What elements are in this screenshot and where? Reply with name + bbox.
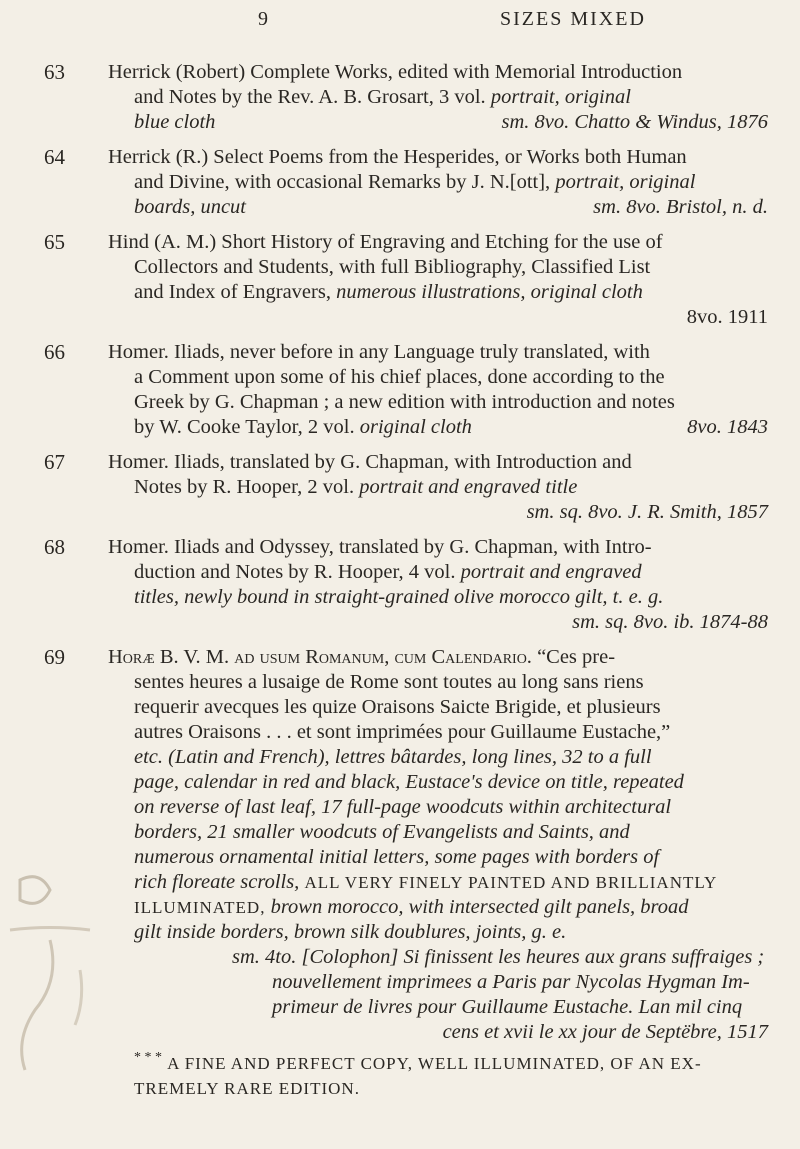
entry-line: Collectors and Students, with full Bibliography, Classified List xyxy=(134,256,651,278)
catalogue-entry-64 xyxy=(0,145,800,220)
entry-line: titles, newly bound in straight-grained olive morocco gilt, t. e. g. xyxy=(134,586,664,608)
lot-number: 69 xyxy=(44,645,65,669)
catalogue-entry-63 xyxy=(0,60,800,135)
entry-line xyxy=(108,945,768,970)
entry-imprint: sm. sq. 8vo. ib. 1874-88 xyxy=(572,611,768,633)
asterism-icon: * * * xyxy=(134,1050,162,1065)
entry-imprint: 8vo. 1911 xyxy=(686,306,768,328)
lot-number: 68 xyxy=(44,535,65,559)
entry-line: nouvellement imprimees a Paris par Nycolas Hygman Im- xyxy=(272,971,750,993)
page-header xyxy=(0,8,800,38)
entry-line: cens et xvii le xx jour de Septëbre, 1517 xyxy=(442,1021,768,1043)
entry-text-italic: portrait and engraved xyxy=(460,561,642,583)
entry-imprint: sm. 8vo. Bristol, n. d. xyxy=(593,196,768,218)
entry-line: borders, 21 smaller woodcuts of Evangelists and Saints, and xyxy=(134,821,630,843)
entry-text-span: by W. Cooke Taylor, 2 vol. xyxy=(134,416,355,438)
catalogue-entry-67 xyxy=(0,450,800,525)
entry-line xyxy=(108,110,768,135)
entry-heading: Horæ B. V. M. ad usum Romanum, cum Calendario. xyxy=(108,646,532,668)
lot-number: 63 xyxy=(44,60,65,84)
entry-imprint: sm. sq. 8vo. J. R. Smith, 1857 xyxy=(526,501,768,523)
entry-text-span: Notes by R. Hooper, 2 vol. xyxy=(134,476,355,498)
entry-line: on reverse of last leaf, 17 full-page woodcuts within architectural xyxy=(134,796,672,818)
entry-caps: A FINE AND PERFECT COPY, WELL ILLUMINATED, OF AN EX- xyxy=(167,1053,702,1073)
entry-colophon: Si finissent les heures aux grans suffraiges ; xyxy=(403,946,765,968)
entry-line xyxy=(108,560,768,585)
entry-text-italic: rich floreate scrolls, xyxy=(134,871,300,893)
entry-line xyxy=(108,895,768,920)
entry-text-italic: brown morocco, with intersected gilt panels, broad xyxy=(270,896,689,918)
lot-number: 64 xyxy=(44,145,65,169)
entry-caps: ILLUMINATED, xyxy=(134,898,266,917)
entry-text-italic: portrait, original xyxy=(490,86,631,108)
entry-line xyxy=(108,415,768,440)
entry-text xyxy=(108,145,768,220)
entry-text-italic: numerous illustrations, original cloth xyxy=(336,281,643,303)
entry-text xyxy=(108,60,768,135)
entry-line: Homer. Iliads and Odyssey, translated by G. Chapman, with Intro- xyxy=(108,536,652,558)
entry-text-italic: boards, uncut xyxy=(134,196,246,218)
entry-line xyxy=(108,645,768,670)
catalogue-entry-68 xyxy=(0,535,800,635)
catalogue-entry-69 xyxy=(0,645,800,1101)
entry-text xyxy=(108,535,768,635)
entry-line xyxy=(108,170,768,195)
entry-line xyxy=(108,195,768,220)
entry-line: a Comment upon some of his chief places, done according to the xyxy=(134,366,665,388)
entry-line xyxy=(108,870,768,895)
entry-caps: ALL VERY FINELY PAINTED AND BRILLIANTLY xyxy=(304,873,718,892)
entry-line xyxy=(108,1045,768,1076)
entry-text-italic: original cloth xyxy=(359,416,472,438)
entry-text-span: duction and Notes by R. Hooper, 4 vol. xyxy=(134,561,456,583)
entry-text-italic: portrait, original xyxy=(555,171,696,193)
running-head: SIZES MIXED xyxy=(500,8,646,30)
catalogue-entry-65 xyxy=(0,230,800,330)
entry-line xyxy=(108,280,768,305)
lot-number: 67 xyxy=(44,450,65,474)
entry-line: autres Oraisons . . . et sont imprimées pour Guillaume Eustache,” xyxy=(134,721,671,743)
page-number: 9 xyxy=(258,8,269,30)
entry-line: requerir avecques les quize Oraisons Saicte Brigide, et plusieurs xyxy=(134,696,661,718)
entry-text xyxy=(108,645,768,1101)
entry-line: page, calendar in red and black, Eustace's device on title, repeated xyxy=(134,771,684,793)
entry-text-span: and Divine, with occasional Remarks by J. N.[ott], xyxy=(134,171,551,193)
catalogue-entry-66 xyxy=(0,340,800,440)
entry-line: TREMELY RARE EDITION. xyxy=(134,1078,360,1098)
entry-line: Herrick (Robert) Complete Works, edited with Memorial Introduction xyxy=(108,61,683,83)
entry-line: Homer. Iliads, never before in any Language truly translated, with xyxy=(108,341,650,363)
entry-line xyxy=(108,85,768,110)
entry-line: Homer. Iliads, translated by G. Chapman, with Introduction and xyxy=(108,451,632,473)
entry-text-span: “Ces pre- xyxy=(537,646,616,668)
entry-line: Greek by G. Chapman ; a new edition with introduction and notes xyxy=(134,391,675,413)
entry-line: Hind (A. M.) Short History of Engraving and Etching for the use of xyxy=(108,231,663,253)
entry-imprint: sm. 8vo. Chatto & Windus, 1876 xyxy=(501,111,768,133)
entry-text-italic: portrait and engraved title xyxy=(359,476,578,498)
catalogue-entries xyxy=(0,60,800,1111)
lot-number: 65 xyxy=(44,230,65,254)
entry-text xyxy=(108,340,768,440)
entry-text-span: and Index of Engravers, xyxy=(134,281,331,303)
entry-line: gilt inside borders, brown silk doublures, joints, g. e. xyxy=(134,921,567,943)
entry-text xyxy=(108,230,768,330)
entry-line: primeur de livres pour Guillaume Eustache. Lan mil cinq xyxy=(272,996,743,1018)
entry-text-span: and Notes by the Rev. A. B. Grosart, 3 vol. xyxy=(134,86,486,108)
entry-imprint: 8vo. 1843 xyxy=(687,416,768,438)
lot-number: 66 xyxy=(44,340,65,364)
entry-text-italic: sm. 4to. [Colophon] xyxy=(232,946,399,968)
entry-text xyxy=(108,450,768,525)
entry-line: Herrick (R.) Select Poems from the Hesperides, or Works both Human xyxy=(108,146,687,168)
entry-text-italic: blue cloth xyxy=(134,111,216,133)
entry-line xyxy=(108,475,768,500)
entry-line: sentes heures a lusaige de Rome sont toutes au long sans riens xyxy=(134,671,644,693)
entry-line: numerous ornamental initial letters, some pages with borders of xyxy=(134,846,660,868)
entry-line: etc. (Latin and French), lettres bâtardes, long lines, 32 to a full xyxy=(134,746,652,768)
